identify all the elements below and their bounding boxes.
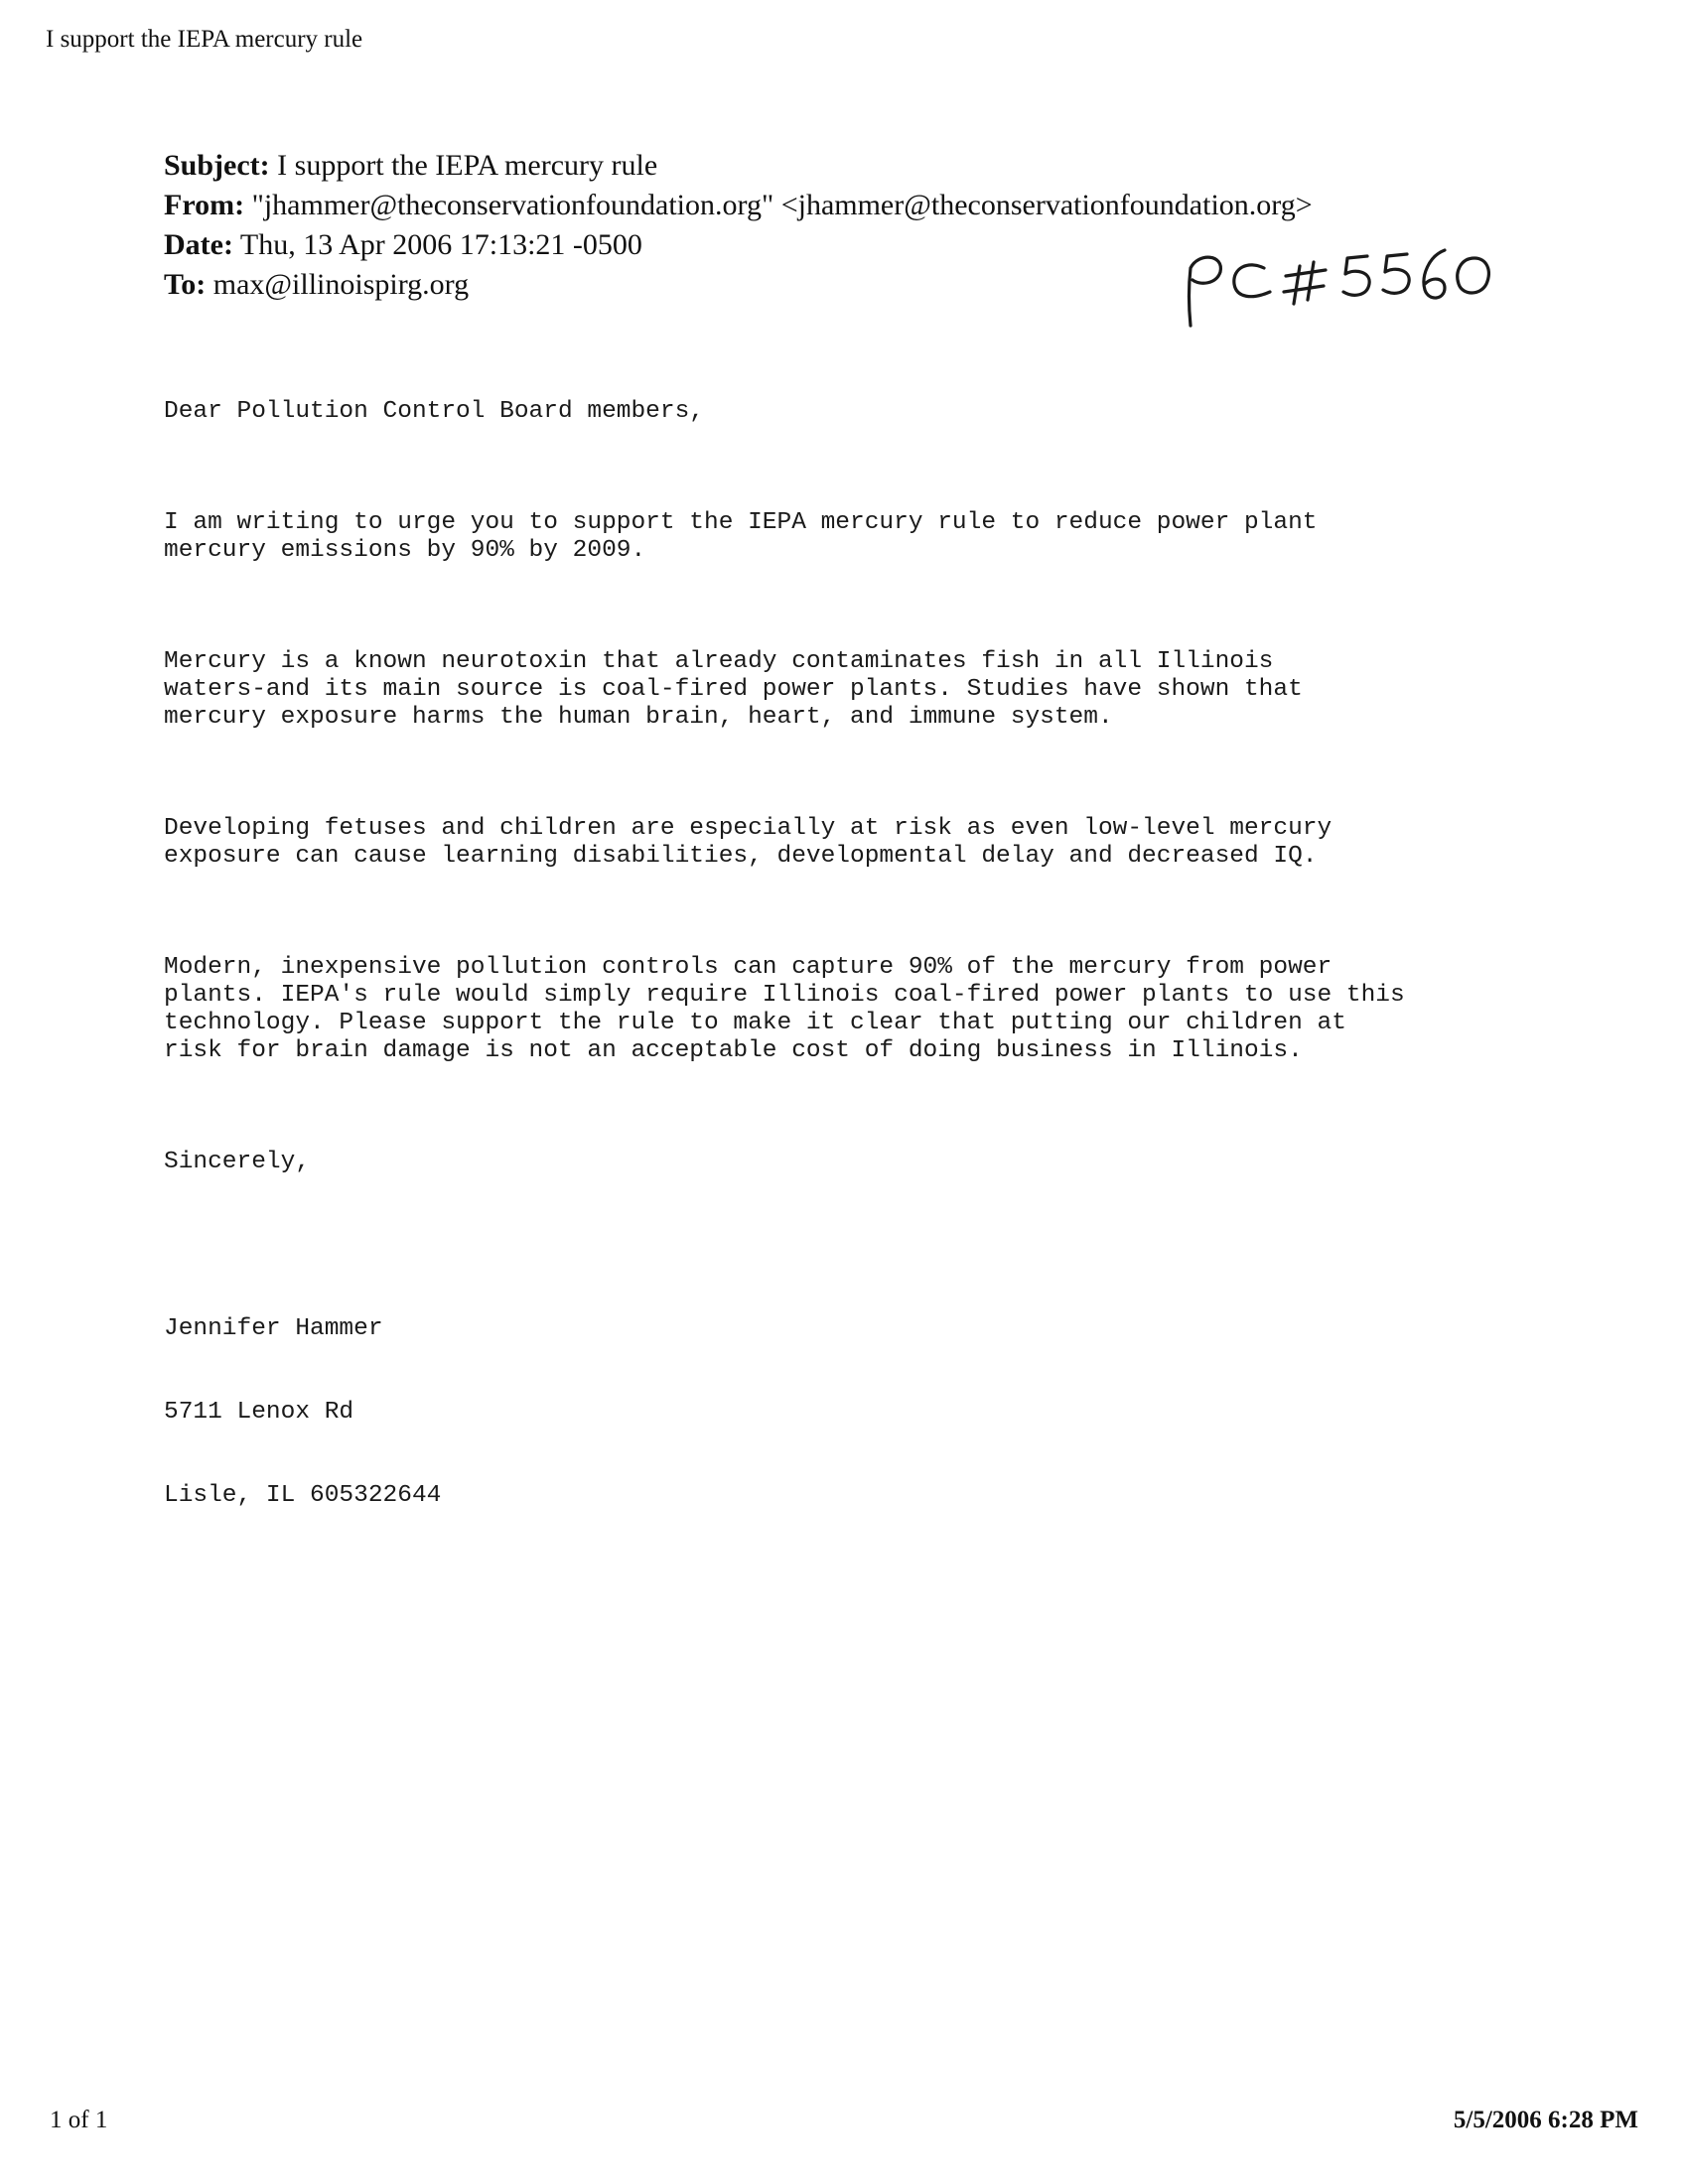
closing: Sincerely, <box>164 1149 311 1175</box>
date-line <box>164 225 1313 265</box>
date-value: Thu, 13 Apr 2006 17:13:21 -0500 <box>232 228 642 261</box>
handwritten-annotation <box>1177 246 1504 336</box>
subject-line <box>164 146 1313 186</box>
page-header-title: I support the IEPA mercury rule <box>46 26 363 53</box>
email-headers <box>164 146 1313 305</box>
to-value: max@illinoispirg.org <box>206 268 470 301</box>
subject-label: Subject: <box>164 149 270 182</box>
body-paragraph: Mercury is a known neurotoxin that already contaminates fish in all Illinois waters-and its main source is coal-fired power plants. Studies have shown that mercury exposure harms the human brain, heart, and immune system. <box>164 648 1303 731</box>
to-label: To: <box>164 268 207 301</box>
printed-timestamp: 5/5/2006 6:28 PM <box>1453 2107 1638 2133</box>
signature-block <box>164 1260 1405 1566</box>
body-paragraph: Developing fetuses and children are especially at risk as even low-level mercury exposure can cause learning disabilities, developmental delay and decreased IQ. <box>164 815 1333 870</box>
to-line <box>164 265 1313 305</box>
greeting: Dear Pollution Control Board members, <box>164 398 704 425</box>
signature-name: Jennifer Hammer <box>164 1315 383 1342</box>
from-line <box>164 186 1313 225</box>
email-body <box>164 342 1405 1621</box>
body-paragraph: I am writing to urge you to support the IEPA mercury rule to reduce power plant mercury emissions by 90% by 2009. <box>164 509 1318 564</box>
body-paragraph: Modern, inexpensive pollution controls can capture 90% of the mercury from power plants. IEPA's rule would simply require Illinois coal-fired power plants to use this technology. Please support the rule to make it clear that putting our children at risk for brain damage is not an acceptable cost of doing business in Illinois. <box>164 954 1405 1064</box>
from-label: From: <box>164 189 245 221</box>
page-count: 1 of 1 <box>50 2107 108 2133</box>
signature-city: Lisle, IL 605322644 <box>164 1482 442 1509</box>
signature-street: 5711 Lenox Rd <box>164 1399 354 1426</box>
date-label: Date: <box>164 228 233 261</box>
from-value: "jhammer@theconservationfoundation.org" <jhammer@theconservationfoundation.org> <box>244 189 1313 221</box>
subject-value: I support the IEPA mercury rule <box>269 149 658 182</box>
